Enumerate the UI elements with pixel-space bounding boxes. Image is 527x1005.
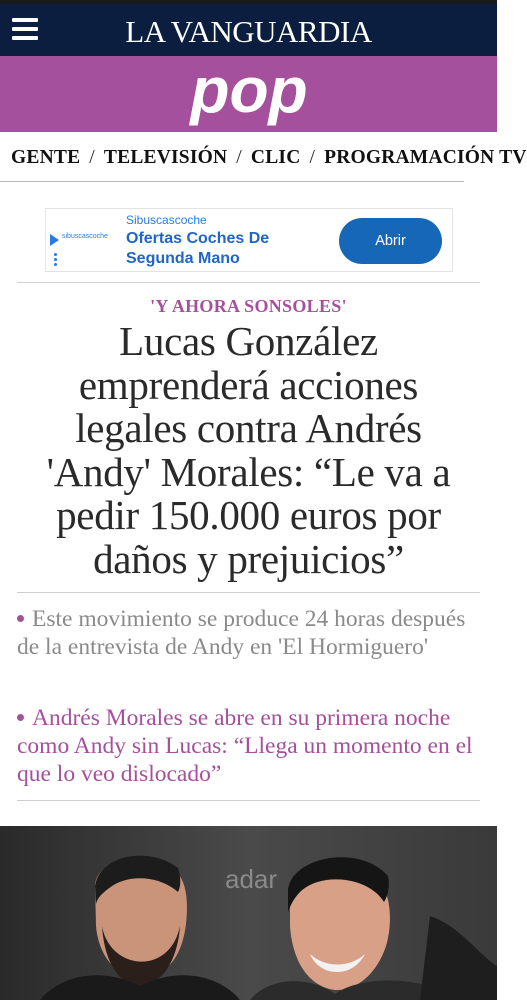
divider — [17, 282, 480, 283]
article-photo-illustration — [0, 826, 497, 1000]
nav-separator: / — [89, 147, 95, 168]
nav-item-gente[interactable]: GENTE — [11, 147, 81, 168]
ad-play-icon — [50, 234, 59, 246]
article-kicker[interactable]: 'Y AHORA SONSOLES' — [150, 296, 347, 316]
photo-backdrop-text: adar — [225, 864, 278, 894]
related-link[interactable] — [17, 605, 477, 661]
ad-logo: sibuscascoche — [62, 233, 108, 240]
ad-brand: Sibuscascoche — [126, 213, 207, 227]
pop-logo-text: pop — [190, 54, 308, 126]
divider — [17, 800, 480, 801]
advertisement[interactable] — [45, 208, 453, 272]
nav-separator: / — [236, 147, 242, 168]
pop-section-logo[interactable] — [172, 54, 327, 126]
nav-item-television[interactable]: TELEVISIÓN — [103, 147, 228, 168]
nav-divider — [0, 181, 464, 182]
ad-open-button[interactable]: Abrir — [339, 218, 442, 264]
related-link-text[interactable]: Andrés Morales se abre en su primera noche como Andy sin Lucas: “Llega un momento en el que lo veo dislocado” — [17, 705, 473, 787]
divider — [17, 592, 480, 593]
site-logo[interactable]: LA VANGUARDIA — [125, 14, 372, 49]
top-header — [0, 0, 497, 56]
related-link-text[interactable]: Este movimiento se produce 24 horas después de la entrevista de Andy en 'El Hormiguero' — [17, 606, 466, 660]
nav-separator: / — [309, 147, 316, 168]
article-headline: Lucas González emprenderá acciones legales contra Andrés 'Andy' Morales: “Le va a pedir 150.000 euros por daños y prejuicios” — [46, 318, 451, 582]
ad-options-icon[interactable] — [54, 253, 58, 268]
nav-item-clic[interactable]: CLIC — [250, 147, 301, 168]
section-nav — [0, 132, 527, 182]
nav-item-programacion-tv[interactable]: PROGRAMACIÓN TV — [324, 147, 527, 168]
ad-title[interactable]: Ofertas Coches De Segunda Mano — [126, 230, 270, 267]
article-photo[interactable] — [0, 826, 497, 1000]
bullet-icon — [17, 714, 24, 721]
bullet-icon — [17, 615, 24, 622]
related-link[interactable] — [17, 704, 477, 788]
